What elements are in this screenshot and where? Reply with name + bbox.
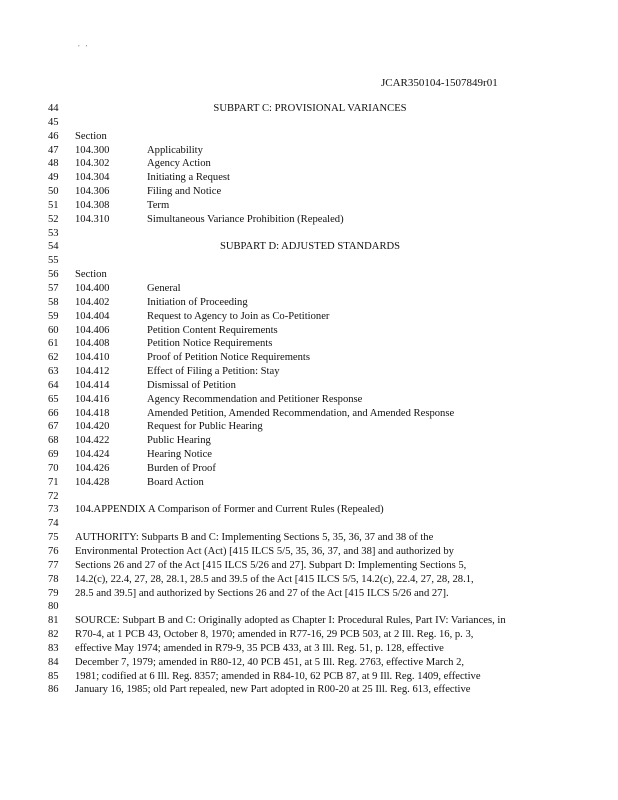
section-number: 104.406 [75, 324, 110, 336]
section-number: 104.310 [75, 213, 110, 225]
line-number: 76 [48, 546, 59, 557]
text-line [0, 351, 618, 365]
text-line [0, 324, 618, 338]
text-line [0, 434, 618, 448]
section-title: Proof of Petition Notice Requirements [147, 352, 310, 364]
text-line [0, 656, 618, 670]
section-title: Applicability [147, 144, 203, 156]
text-line [0, 503, 618, 517]
corner-mark: , , [78, 40, 90, 48]
line-number: 52 [48, 213, 59, 225]
section-title: Dismissal of Petition [147, 379, 236, 391]
paragraph-text: effective May 1974; amended in R79-9, 35 PCB 433, at 3 Ill. Reg. 51, p. 128, effective [75, 642, 444, 654]
text-line [0, 545, 618, 559]
paragraph-text: January 16, 1985; old Part repealed, new Part adopted in R00-20 at 25 Ill. Reg. 613, effective [75, 684, 471, 696]
text-line [0, 531, 618, 545]
paragraph-text: Environmental Protection Act (Act) [415 ILCS 5/5, 35, 36, 37, and 38] and authorized by [75, 546, 454, 557]
section-number: 104.402 [75, 296, 110, 308]
section-title: Burden of Proof [147, 462, 216, 474]
text-line [0, 365, 618, 379]
section-number: 104.410 [75, 352, 110, 364]
text-line [0, 587, 618, 601]
text-line [0, 240, 618, 254]
numbered-lines [0, 102, 618, 697]
text-line [0, 573, 618, 587]
paragraph-text: Section [75, 130, 107, 142]
section-number: 104.416 [75, 393, 110, 405]
text-line [0, 268, 618, 282]
text-line [0, 157, 618, 171]
paragraph-text: SOURCE: Subpart B and C: Originally adopted as Chapter I: Procedural Rules, Part IV: Variances, in [75, 615, 506, 627]
section-title: Request for Public Hearing [147, 421, 263, 433]
line-number: 82 [48, 629, 59, 641]
section-title: Hearing Notice [147, 449, 213, 461]
subpart-heading: SUBPART D: ADJUSTED STANDARDS [219, 241, 401, 253]
line-number: 47 [48, 144, 59, 156]
text-line [0, 407, 618, 421]
section-title: General [147, 282, 181, 294]
line-number: 63 [48, 366, 59, 378]
section-number: 104.300 [75, 144, 110, 156]
text-line [0, 490, 618, 504]
section-number: 104.420 [75, 421, 110, 433]
line-number: 69 [48, 449, 59, 461]
line-number: 71 [48, 476, 59, 488]
paragraph-text: 1981; codified at 6 Ill. Reg. 8357; amended in R84-10, 62 PCB 87, at 9 Ill. Reg. 1409, effective [75, 670, 481, 682]
section-number: 104.408 [75, 338, 110, 350]
section-number: 104.412 [75, 366, 110, 378]
section-number: 104.302 [75, 158, 110, 170]
section-title: Initiating a Request [147, 172, 230, 184]
text-line [0, 254, 618, 268]
line-number: 79 [48, 587, 59, 599]
section-title: Filing and Notice [147, 186, 222, 198]
line-number: 58 [48, 296, 59, 308]
line-number: 83 [48, 642, 59, 654]
line-number: 46 [48, 130, 59, 142]
line-number: 48 [48, 158, 59, 170]
text-line [0, 559, 618, 573]
line-number: 68 [48, 435, 59, 447]
paragraph-text: R70-4, at 1 PCB 43, October 8, 1970; amended in R77-16, 29 PCB 503, at 2 Ill. Reg. 16, p. 3, [75, 629, 474, 641]
section-title: Effect of Filing a Petition: Stay [147, 366, 280, 378]
line-number: 78 [48, 573, 59, 585]
paragraph-text: 14.2(c), 22.4, 27, 28, 28.1, 28.5 and 39.5 of the Act [415 ILCS 5/5, 14.2(c), 22.4, 27, 28, 28.1, [75, 573, 474, 585]
section-title: Board Action [147, 476, 204, 488]
section-title: Agency Action [147, 158, 211, 170]
text-line [0, 683, 618, 697]
text-line [0, 171, 618, 185]
line-number: 72 [48, 490, 59, 502]
paragraph-text: Sections 26 and 27 of the Act [415 ILCS 5/26 and 27]. Subpart D: Implementing Sections 5, [75, 559, 467, 571]
text-line [0, 448, 618, 462]
text-line [0, 642, 618, 656]
line-number: 65 [48, 393, 59, 405]
text-line [0, 670, 618, 684]
section-number: 104.424 [75, 449, 110, 461]
section-number: 104.306 [75, 186, 110, 198]
line-number: 57 [48, 282, 59, 294]
text-line [0, 144, 618, 158]
line-number: 73 [48, 504, 59, 516]
text-line [0, 462, 618, 476]
line-number: 45 [48, 116, 59, 128]
line-number: 84 [48, 656, 59, 668]
section-number: 104.418 [75, 407, 110, 419]
document-id: JCAR350104-1507849r01 [381, 77, 498, 89]
section-title: Amended Petition, Amended Recommendation, and Amended Response [147, 407, 455, 419]
section-number: 104.422 [75, 435, 110, 447]
text-line [0, 102, 618, 116]
section-number: 104.426 [75, 462, 110, 474]
paragraph-text: 104.APPENDIX A Comparison of Former and Current Rules (Repealed) [75, 504, 384, 516]
text-line [0, 517, 618, 531]
line-number: 56 [48, 269, 59, 281]
section-title: Public Hearing [147, 435, 211, 447]
section-number: 104.414 [75, 379, 110, 391]
section-number: 104.304 [75, 172, 110, 184]
line-number: 54 [48, 241, 59, 253]
paragraph-text: December 7, 1979; amended in R80-12, 40 PCB 451, at 5 Ill. Reg. 2763, effective March 2, [75, 656, 465, 668]
line-number: 50 [48, 186, 59, 198]
line-number: 64 [48, 379, 59, 391]
line-number: 81 [48, 615, 59, 627]
line-number: 55 [48, 255, 59, 267]
text-line [0, 185, 618, 199]
line-number: 62 [48, 352, 59, 364]
text-line [0, 282, 618, 296]
text-line [0, 420, 618, 434]
text-line [0, 476, 618, 490]
text-line [0, 600, 618, 614]
line-number: 77 [48, 559, 59, 571]
text-line [0, 628, 618, 642]
section-title: Request to Agency to Join as Co-Petitioner [147, 310, 330, 322]
text-line [0, 213, 618, 227]
text-line [0, 614, 618, 628]
text-line [0, 199, 618, 213]
line-number: 59 [48, 310, 59, 322]
section-title: Agency Recommendation and Petitioner Response [147, 393, 363, 405]
section-title: Petition Notice Requirements [147, 338, 273, 350]
line-number: 49 [48, 172, 59, 184]
text-line [0, 116, 618, 130]
line-number: 53 [48, 227, 59, 239]
line-number: 66 [48, 407, 59, 419]
line-number: 75 [48, 532, 59, 544]
line-number: 60 [48, 324, 59, 336]
section-title: Initiation of Proceeding [147, 296, 248, 308]
section-number: 104.308 [75, 199, 110, 211]
line-number: 61 [48, 338, 59, 350]
paragraph-text: AUTHORITY: Subparts B and C: Implementing Sections 5, 35, 36, 37 and 38 of the [75, 532, 434, 544]
section-title: Petition Content Requirements [147, 324, 278, 336]
section-number: 104.404 [75, 310, 110, 322]
section-number: 104.428 [75, 476, 110, 488]
text-line [0, 310, 618, 324]
text-line [0, 393, 618, 407]
section-number: 104.400 [75, 282, 110, 294]
text-line [0, 337, 618, 351]
text-line [0, 296, 618, 310]
paragraph-text: 28.5 and 39.5] and authorized by Sections 26 and 27 of the Act [415 ILCS 5/26 and 27]. [75, 587, 449, 599]
text-line [0, 227, 618, 241]
line-number: 80 [48, 601, 59, 613]
line-number: 44 [48, 103, 59, 114]
line-number: 70 [48, 462, 59, 474]
paragraph-text: Section [75, 269, 107, 281]
text-line [0, 130, 618, 144]
subpart-heading: SUBPART C: PROVISIONAL VARIANCES [213, 103, 407, 114]
line-number: 74 [48, 518, 59, 530]
line-number: 86 [48, 684, 59, 696]
section-title: Term [147, 199, 170, 211]
line-number: 51 [48, 199, 59, 211]
line-number: 67 [48, 421, 59, 433]
section-title: Simultaneous Variance Prohibition (Repealed) [147, 213, 344, 225]
text-line [0, 379, 618, 393]
line-number: 85 [48, 670, 59, 682]
